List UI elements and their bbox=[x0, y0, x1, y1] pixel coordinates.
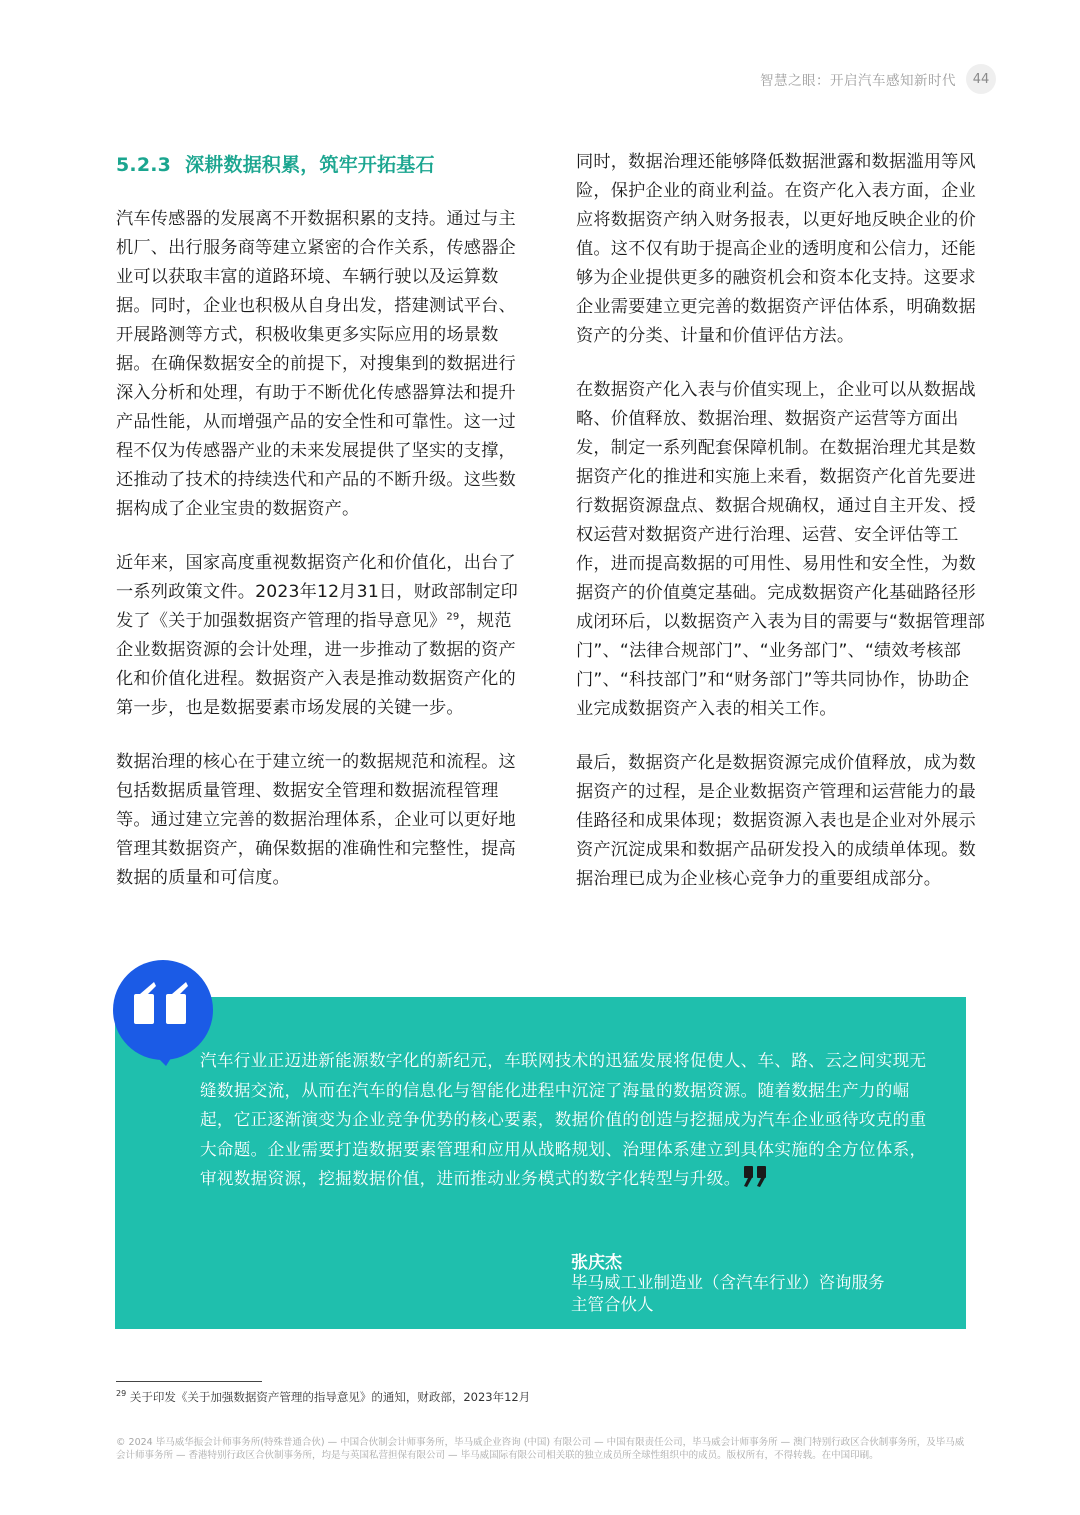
footnote-text: 关于印发《关于加强数据资产管理的指导意见》的通知，财政部，2023年12月 bbox=[129, 1390, 531, 1404]
author-title-line: 主管合伙人 bbox=[571, 1295, 654, 1314]
paragraph: 同时，数据治理还能够降低数据泄露和数据滥用等风险，保护企业的商业利益。在资产化入表方面，企业应将数据资产纳入财务报表，以更好地反映企业的价值。这不仅有助于提高企业的透明度和公信力，还能够为企业提供更多的融资机会和资本化支持。这要求企业需要建立更完善的数据资产评估体系，明确数据资产的分类、计量和价值评估方法。 bbox=[576, 152, 976, 346]
page-number: 44 bbox=[966, 64, 996, 94]
quote-body: 汽车行业正迈进新能源数字化的新纪元，车联网技术的迅猛发展将促使人、车、路、云之间实现无缝数据交流，从而在汽车的信息化与智能化进程中沉淀了海量的数据资源。随着数据生产力的崛起，它正逐渐演变为企业竞争优势的核心要素，数据价值的创造与挖掘成为汽车企业亟待攻克的重大命题。企业需要打造数据要素管理和应用从战略规划、治理体系建立到具体实施的全方位体系，审视数据资源，挖掘数据价值，进而推动业务模式的数字化转型与升级。 bbox=[200, 1051, 927, 1188]
paragraph: 汽车传感器的发展离不开数据积累的支持。通过与主机厂、出行服务商等建立紧密的合作关系，传感器企业可以获取丰富的道路环境、车辆行驶以及运算数据。同时，企业也积极从自身出发，搭建测试平台、开展路测等方式，积极收集更多实际应用的场景数据。在确保数据安全的前提下，对搜集到的数据进行深入分析和处理，有助于不断优化传感器算法和提升产品性能，从而增强产品的安全性和可靠性。这一过程不仅为传感器产业的未来发展提供了坚实的支撑，还推动了技术的持续迭代和产品的不断升级。这些数据构成了企业宝贵的数据资产。 bbox=[116, 209, 516, 519]
left-column bbox=[116, 150, 526, 918]
quote-author-title bbox=[571, 1272, 951, 1316]
footnote-divider bbox=[116, 1381, 262, 1382]
report-title: 智慧之眼：开启汽车感知新时代 bbox=[760, 73, 956, 89]
section-heading bbox=[116, 150, 526, 180]
paragraph: 最后，数据资产化是数据资源完成价值释放，成为数据资产的过程，是企业数据资产管理和运营能力的最佳路径和成果体现；数据资源入表也是企业对外展示资产沉淀成果和数据产品研发投入的成绩单体现。数据治理已成为企业核心竞争力的重要组成部分。 bbox=[576, 753, 976, 889]
author-title-line: 毕马威工业制造业（含汽车行业）咨询服务 bbox=[571, 1273, 885, 1292]
paragraph: 在数据资产化入表与价值实现上，企业可以从数据战略、价值释放、数据治理、数据资产运营等方面出发，制定一系列配套保障机制。在数据治理尤其是数据资产化的推进和实施上来看，数据资产化首先要进行数据资源盘点、数据合规确权，通过自主开发、授权运营对数据资产进行治理、运营、安全评估等工作，进而提高数据的可用性、易用性和安全性，为数据资产的价值奠定基础。完成数据资产化基础路径形成闭环后，以数据资产入表为目的需要与“数据管理部门”、“法律合规部门”、“业务部门”、“绩效考核部门”、“科技部门”和“财务部门”等共同协作，协助企业完成数据资产入表的相关工作。 bbox=[576, 380, 986, 719]
section-title: 深耕数据积累，筑牢开拓基石 bbox=[185, 154, 435, 176]
quote-text bbox=[200, 1046, 930, 1194]
copyright-notice: © 2024 毕马威华振会计师事务所(特殊普通合伙) — 中国合伙制会计师事务所，毕马威企业咨询 (中国) 有限公司 — 中国有限责任公司，毕马威会计师事务所 — 澳门特别行政区合伙制事务所，及毕马威会计师事务所 — 香港特别行政区合伙制事务所，均是与英国私营担保有限公司 — 毕马威国际有限公司相关联的独立成员所全球性组织中的成员。版权所有，不得转载。在中国印刷。 bbox=[116, 1437, 965, 1461]
quote-author: 张庆杰 bbox=[571, 1253, 622, 1273]
close-quote-icon bbox=[743, 1166, 769, 1188]
paragraph-text: 近年来，国家高度重视数据资产化和价值化，出台了一系列政策文件。2023年12月31日，财政部制定印发了《关于加强数据资产管理的指导意见》 bbox=[116, 553, 519, 631]
footnote bbox=[116, 1389, 530, 1405]
page-header bbox=[760, 64, 996, 94]
paragraph bbox=[116, 549, 526, 723]
section-number: 5.2.3 bbox=[116, 154, 172, 176]
footnote-ref[interactable]: 29 bbox=[446, 611, 460, 623]
paragraph: 数据治理的核心在于建立统一的数据规范和流程。这包括数据质量管理、数据安全管理和数据流程管理等。通过建立完善的数据治理体系，企业可以更好地管理其数据资产，确保数据的准确性和完整性，提高数据的质量和可信度。 bbox=[116, 752, 516, 888]
right-column bbox=[576, 148, 986, 919]
paragraph-text: ，规范企业数据资源的会计处理，进一步推动了数据的资产化和价值化进程。数据资产入表是推动数据资产化的第一步，也是数据要素市场发展的关键一步。 bbox=[116, 611, 516, 718]
footnote-number: 29 bbox=[116, 1389, 127, 1399]
